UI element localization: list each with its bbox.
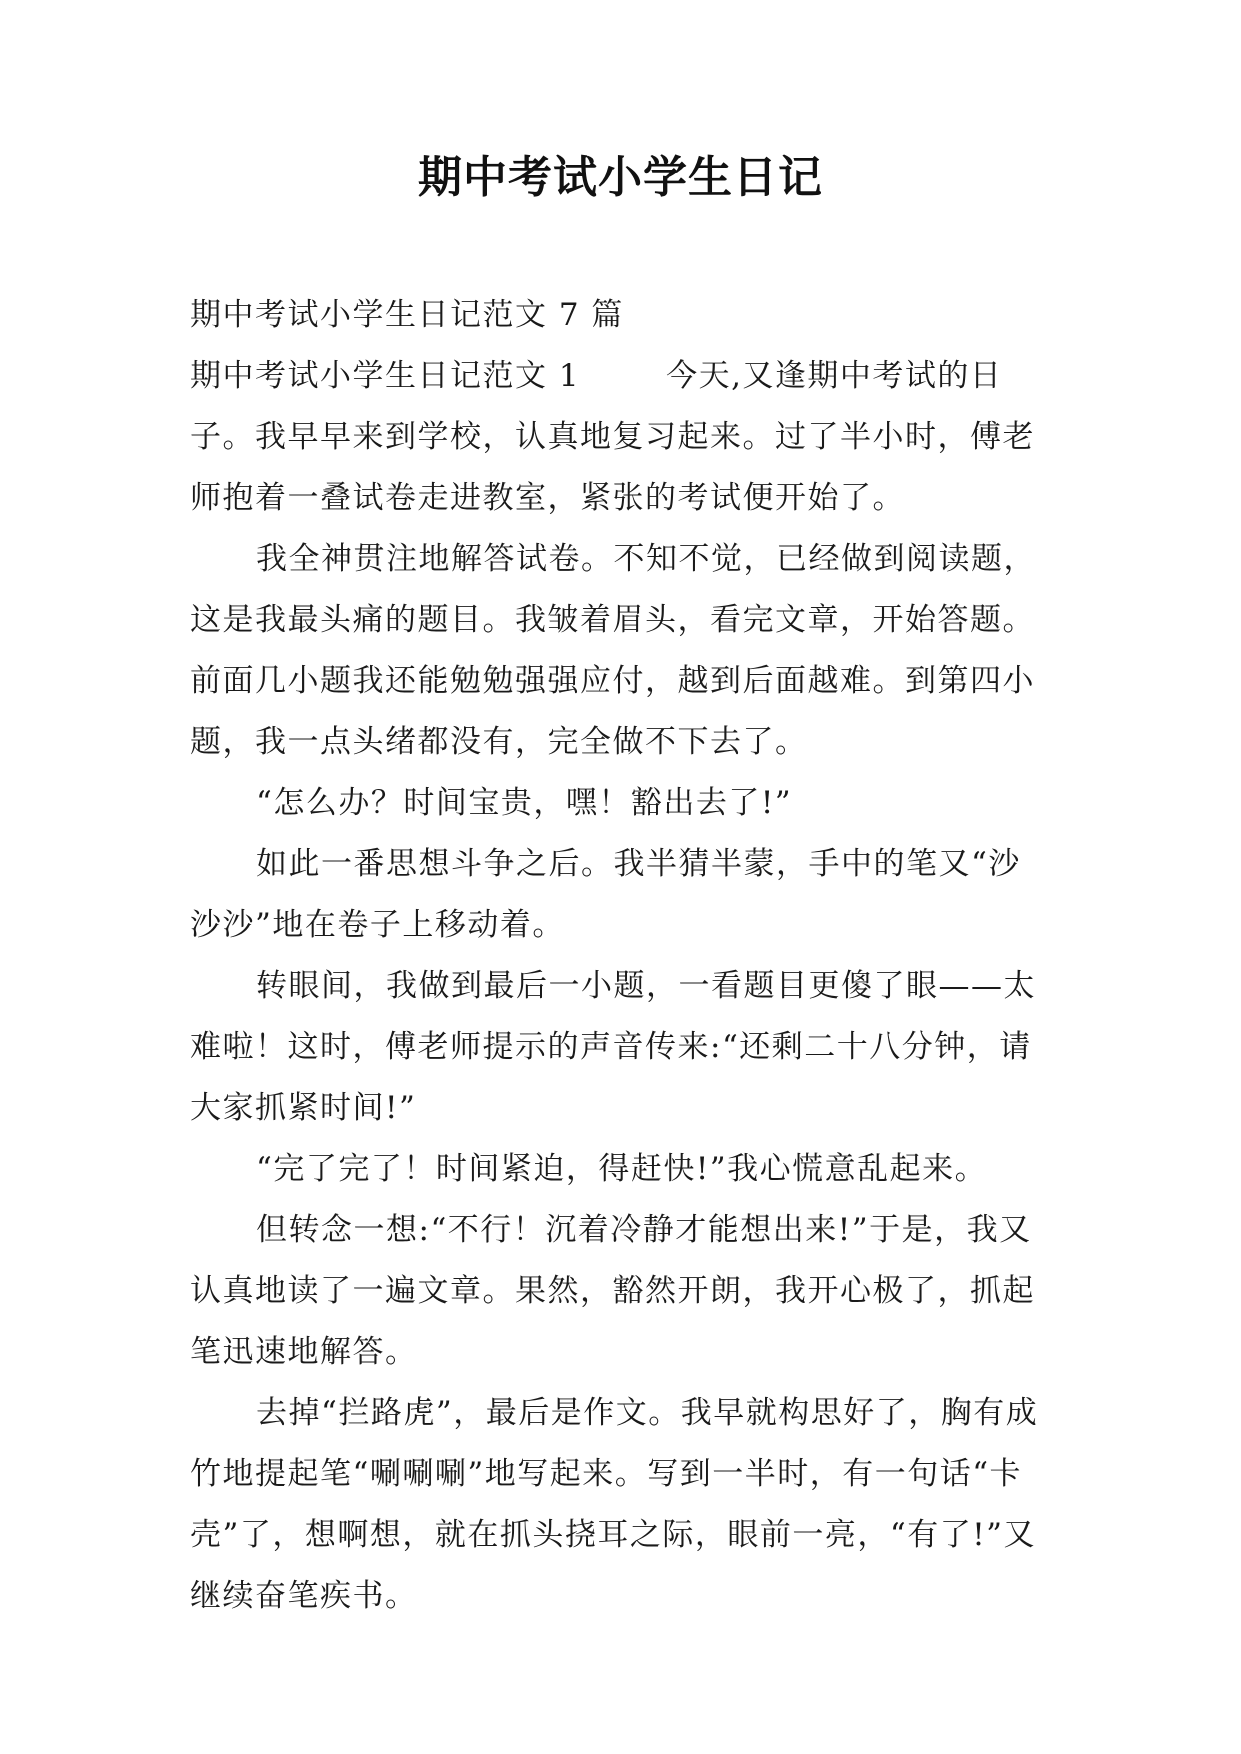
document-title: 期中考试小学生日记 bbox=[418, 152, 823, 203]
first-paragraph bbox=[190, 346, 1052, 529]
paragraph-8: 去掉“拦路虎”，最后是作文。我早就构思好了，胸有成竹地提起笔“唰唰唰”地写起来。写到一半时，有一句话“卡壳”了，想啊想，就在抓头挠耳之际，眼前一亮，“有了!”又继续奋笔疾书。 bbox=[190, 1395, 1039, 1614]
section-heading: 期中考试小学生日记范文 1 bbox=[190, 358, 581, 394]
paragraph-1-text: 今天,又逢期中考试的日子。我早早来到学校，认真地复习起来。过了半小时，傅老师抱着一叠试卷走进教室，紧张的考试便开始了。 bbox=[190, 358, 1035, 516]
paragraph-6: “完了完了！时间紧迫，得赶快!”我心慌意乱起来。 bbox=[256, 1151, 988, 1187]
paragraph-2: 我全神贯注地解答试卷。不知不觉，已经做到阅读题，这是我最头痛的题目。我皱着眉头，看完文章，开始答题。前面几小题我还能勉勉强强应付，越到后面越难。到第四小题，我一点头绪都没有，完全做不下去了。 bbox=[190, 541, 1036, 760]
paragraph-3: “怎么办？时间宝贵，嘿！豁出去了!” bbox=[256, 785, 793, 821]
paragraph-5: 转眼间，我做到最后一小题，一看题目更傻了眼——太难啦！这时，傅老师提示的声音传来:“还剩二十八分钟，请大家抓紧时间!” bbox=[190, 968, 1036, 1126]
paragraph-4: 如此一番思想斗争之后。我半猜半蒙，手中的笔又“沙沙沙”地在卷子上移动着。 bbox=[190, 846, 1021, 943]
subtitle: 期中考试小学生日记范文 7 篇 bbox=[190, 297, 624, 333]
document-body bbox=[190, 285, 1052, 1627]
paragraph-7: 但转念一想:“不行！沉着冷静才能想出来!”于是，我又认真地读了一遍文章。果然，豁然开朗，我开心极了，抓起笔迅速地解答。 bbox=[190, 1212, 1035, 1370]
